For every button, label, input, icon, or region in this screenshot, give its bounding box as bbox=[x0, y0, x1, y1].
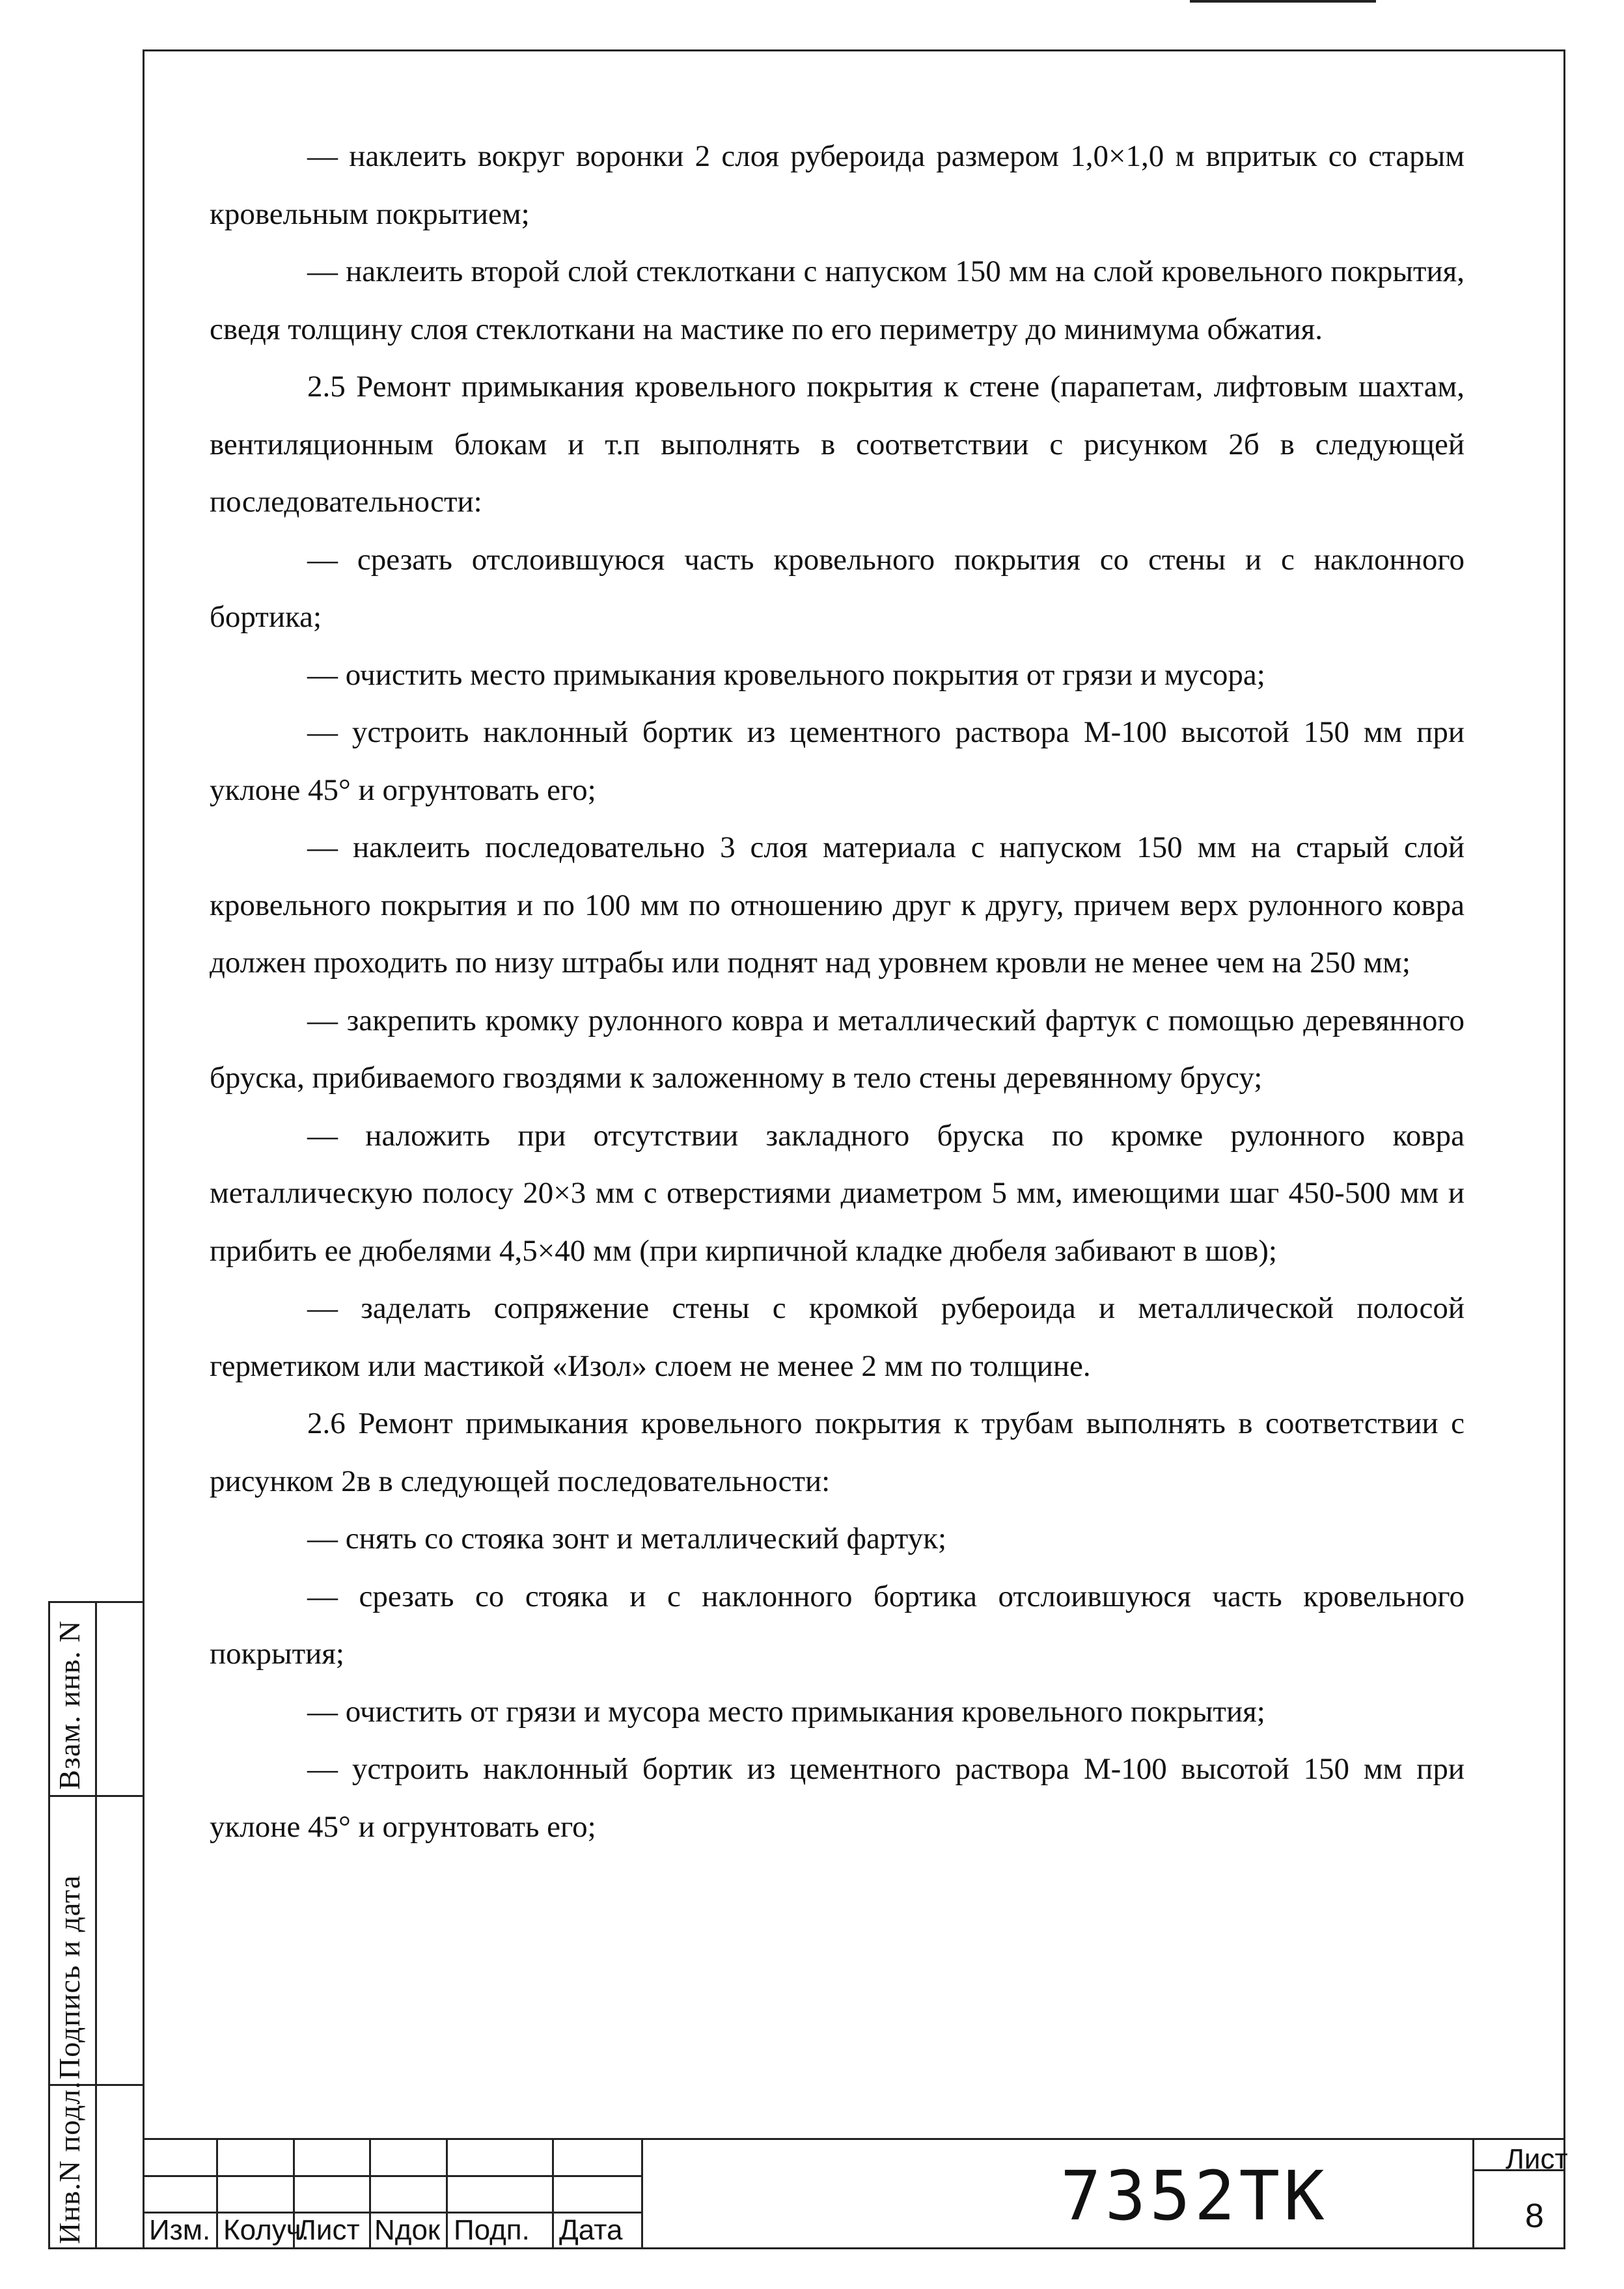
title-block bbox=[143, 2138, 1568, 2249]
paragraph: — наклеить последовательно 3 слоя материала с напуском 150 мм на старый слой кровельного покрытия и по 100 мм по отношению друг к другу, причем верх рулонного ковра должен проходить по низу штрабы или поднят над уровнем кровли не менее чем на 250 мм; bbox=[210, 830, 1465, 980]
side-strip-divider bbox=[48, 1795, 143, 1797]
paragraph: — очистить от грязи и мусора место примыкания кровельного покрытия; bbox=[307, 1694, 1265, 1729]
paragraph: — срезать отслоившуюся часть кровельного покрытия со стены и с наклонного бортика; bbox=[210, 542, 1465, 634]
side-strip-outer-line bbox=[48, 1601, 50, 2249]
sheet-label: Лист bbox=[1506, 2143, 1568, 2175]
paragraph: — снять со стояка зонт и металлический фартук; bbox=[307, 1522, 947, 1556]
side-strip-inner-line bbox=[95, 1601, 97, 2249]
paragraph: — срезать со стояка и с наклонного бортика отслоившуюся часть кровельного покрытия; bbox=[210, 1579, 1465, 1671]
vzam-inv-label: Взам. инв. N bbox=[53, 1620, 86, 1790]
side-strip-top-line bbox=[48, 1601, 143, 1603]
paragraph: 2.6 Ремонт примыкания кровельного покрытия к трубам выполнять в соответствии с рисунком 2в в следующей последовательности: bbox=[210, 1406, 1465, 1498]
sheet-number: 8 bbox=[1525, 2197, 1544, 2235]
document-body bbox=[210, 128, 1465, 1856]
side-stamp-strip bbox=[48, 1601, 143, 2249]
paragraph: — устроить наклонный бортик из цементного раствора М-100 высотой 150 мм при уклоне 45° и огрунтовать его; bbox=[210, 715, 1465, 807]
data-header: Дата bbox=[559, 2214, 623, 2246]
title-block-col-line bbox=[216, 2138, 218, 2249]
paragraph: 2.5 Ремонт примыкания кровельного покрытия к стене (парапетам, лифтовым шахтам, вентиляционным блокам и т.п выполнять в соответствии с рисунком 2б в следующей последовательности: bbox=[210, 370, 1465, 519]
paragraph: — очистить место примыкания кровельного покрытия от грязи и мусора; bbox=[307, 657, 1265, 692]
paragraph: — заделать сопряжение стены с кромкой рубероида и металлической полосой герметиком или мастикой «Изол» слоем не менее 2 мм по толщине. bbox=[210, 1291, 1465, 1383]
podp-header: Подп. bbox=[454, 2214, 530, 2246]
paragraph: — наклеить вокруг воронки 2 слоя рубероида размером 1,0×1,0 м впритык со старым кровельным покрытием; bbox=[210, 139, 1465, 231]
title-block-col-line bbox=[446, 2138, 448, 2249]
inv-podl-label: Инв.N подл. bbox=[53, 2081, 86, 2244]
paragraph: — наложить при отсутствии закладного бруска по кромке рулонного ковра металлическую полосу 20×3 мм с отверстиями диаметром 5 мм, имеющими шаг 450-500 мм и прибить ее дюбелями 4,5×40 мм (при кирпичной кладке дюбеля забивают в шов); bbox=[210, 1118, 1465, 1268]
document-code: 7352ТК bbox=[1060, 2156, 1328, 2236]
title-block-col-line bbox=[641, 2138, 643, 2249]
sheet-cell-line bbox=[1472, 2138, 1474, 2249]
title-block-top-line bbox=[143, 2138, 1565, 2140]
list-header: Лист bbox=[297, 2214, 360, 2246]
title-block-col-line bbox=[369, 2138, 371, 2249]
side-strip-bottom-line bbox=[48, 2247, 143, 2249]
title-block-col-line bbox=[552, 2138, 554, 2249]
top-rule bbox=[1190, 0, 1376, 3]
n-dok-header: Nдок bbox=[374, 2214, 441, 2246]
podpis-data-label: Подпись и дата bbox=[53, 1874, 86, 2079]
paragraph: — наклеить второй слой стеклоткани с напуском 150 мм на слой кровельного покрытия, сведя толщину слоя стеклоткани на мастике по его периметру до минимума обжатия. bbox=[210, 254, 1465, 346]
paragraph: — закрепить кромку рулонного ковра и металлический фартук с помощью деревянного бруска, прибиваемого гвоздями к заложенному в тело стены деревянному брусу; bbox=[210, 1003, 1465, 1095]
izm-header: Изм. bbox=[149, 2214, 211, 2246]
kol-uch-header: Колуч. bbox=[223, 2214, 309, 2246]
paragraph: — устроить наклонный бортик из цементного раствора М-100 высотой 150 мм при уклоне 45° и огрунтовать его; bbox=[210, 1752, 1465, 1844]
